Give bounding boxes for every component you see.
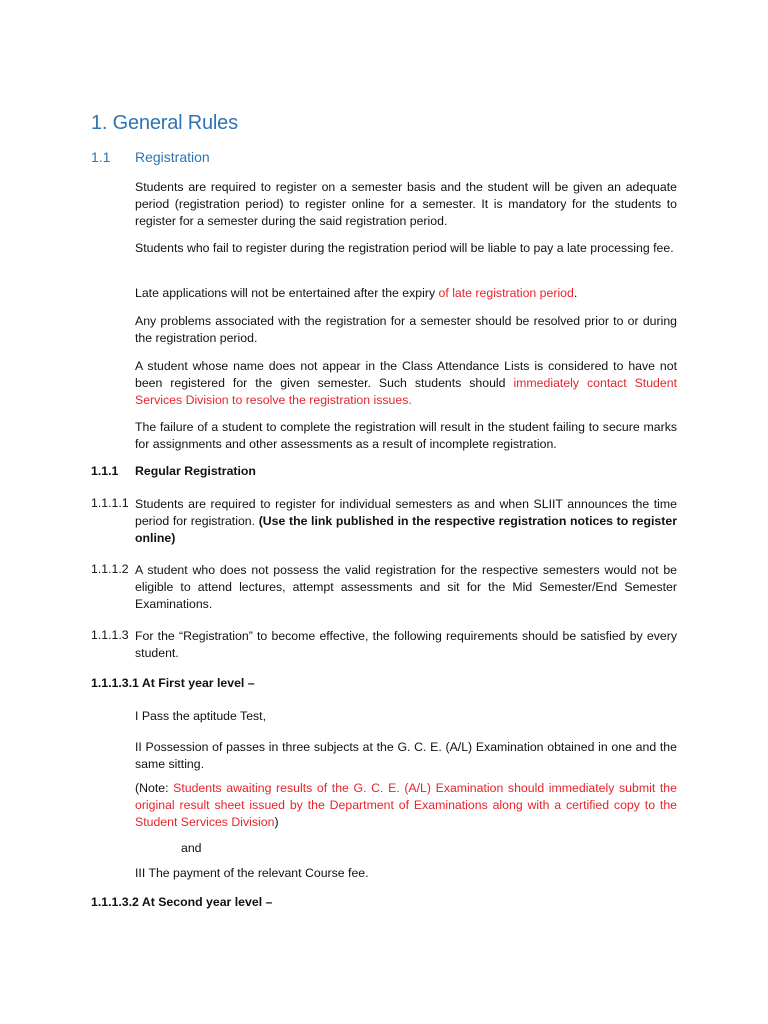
- paragraph-semester-basis: Students are required to register on a semester basis and the student will be given an adequate period (registration period) to register online for a semester. It is mandatory for the students to register for a semester during the said registration period.: [135, 180, 677, 228]
- page-heading: 1. General Rules: [91, 112, 238, 134]
- item-requirements: For the “Registration” to become effective, the following requirements should be satisfied by every student.: [135, 629, 677, 660]
- item-number: 1.1.1.3: [91, 628, 129, 642]
- section-number: 1.1: [91, 149, 111, 165]
- item-register-text: Students are required to register for individual semesters as and when SLIIT announces the time period for registration.: [135, 497, 677, 528]
- subsection-title: Regular Registration: [135, 464, 256, 478]
- note-paragraph: [135, 780, 677, 831]
- paragraph-late-applications: [135, 285, 677, 302]
- and-connector: and: [181, 841, 202, 855]
- note-text: Students awaiting results of the G. C. E. (A/L) Examination should immediately submit the original result sheet issued by the Department of Examinations along with a certified copy to the Student Services Division: [135, 781, 677, 829]
- paragraph-failure: The failure of a student to complete the registration will result in the student failing to secure marks for assignments and other assessments as a result of incomplete registration.: [135, 420, 677, 451]
- note-close: ): [274, 815, 279, 829]
- note-open: (Note:: [135, 781, 174, 795]
- first-year-heading: 1.1.1.3.1 At First year level –: [91, 676, 255, 690]
- paragraph-late-fee: Students who fail to register during the registration period will be liable to pay a late processing fee.: [135, 241, 674, 255]
- attendance-highlight: immediately contact Student Services Division to resolve the registration issues.: [135, 376, 677, 407]
- late-app-end: .: [573, 286, 578, 300]
- requirement-course-fee: III The payment of the relevant Course fee.: [135, 866, 369, 880]
- requirement-aptitude: I Pass the aptitude Test,: [135, 709, 267, 723]
- paragraph-problems: Any problems associated with the registration for a semester should be resolved prior to or during the registration period.: [135, 314, 677, 345]
- item-register-link-note: (Use the link published in the respective registration notices to register online): [135, 514, 677, 545]
- second-year-heading: 1.1.1.3.2 At Second year level –: [91, 895, 273, 909]
- paragraph-attendance: [135, 358, 677, 409]
- late-app-highlight: of late registration period: [438, 286, 574, 300]
- item-number: 1.1.1.1: [91, 496, 129, 510]
- late-app-text: Late applications will not be entertained after the expiry: [135, 286, 439, 300]
- attendance-text: A student whose name does not appear in the Class Attendance Lists is considered to have not been registered for the given semester. Such students should: [135, 359, 677, 390]
- item-valid-registration: A student who does not possess the valid registration for the respective semesters would not be eligible to attend lectures, attempt assessments and sit for the Mid Semester/End Semester Examinations.: [135, 563, 677, 611]
- requirement-al-passes: II Possession of passes in three subjects at the G. C. E. (A/L) Examination obtained in one and the same sitting.: [135, 740, 677, 771]
- item-register-semesters: [135, 496, 677, 547]
- section-title: Registration: [135, 149, 210, 165]
- subsection-number: 1.1.1: [91, 464, 119, 478]
- item-number: 1.1.1.2: [91, 562, 129, 576]
